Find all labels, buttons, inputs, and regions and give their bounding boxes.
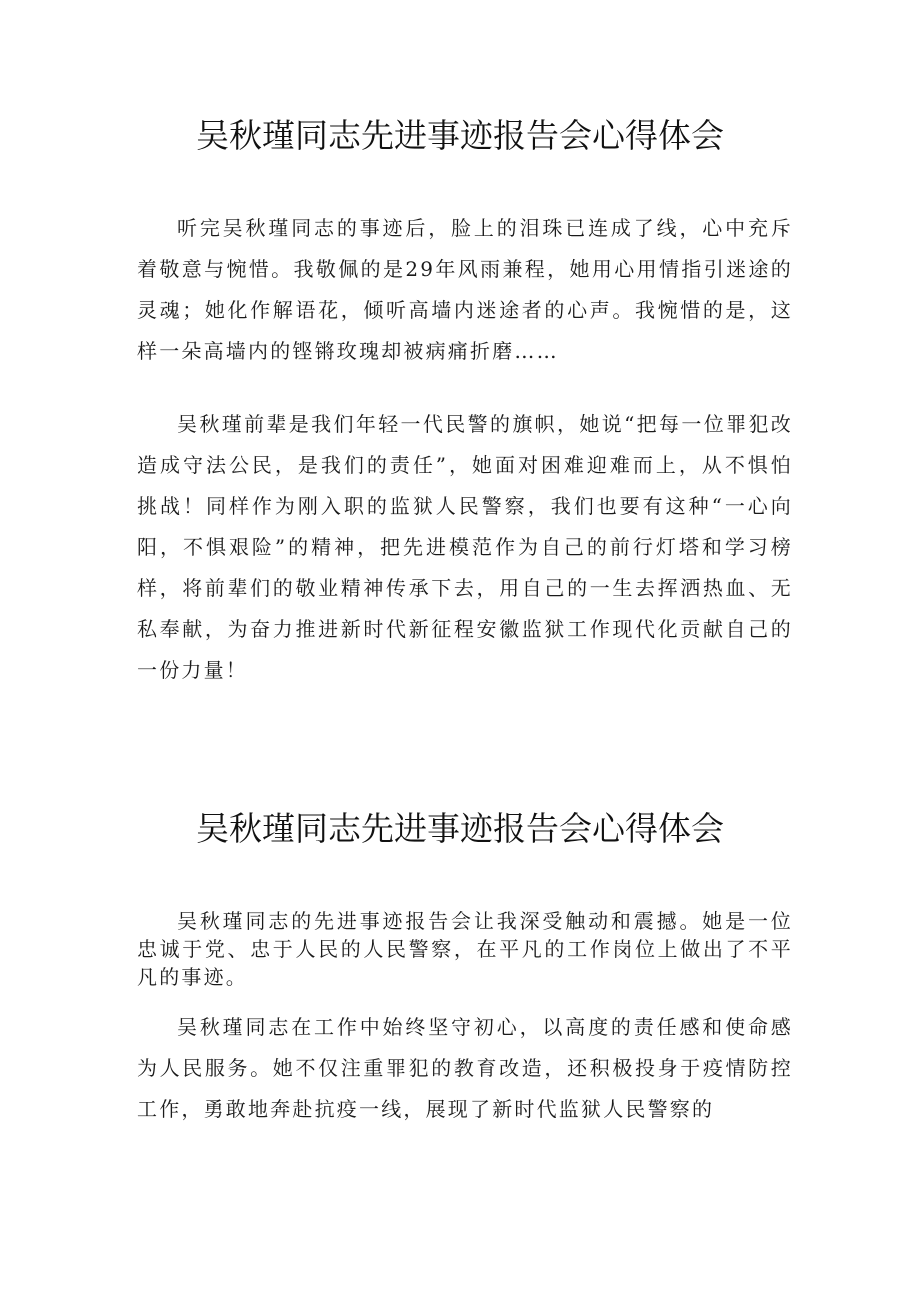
section-1-paragraph-1: 听完吴秋瑾同志的事迹后，脸上的泪珠已连成了线，心中充斥着敬意与惋惜。我敬佩的是29年风雨兼程，她用心用情指引迷途的灵魂；她化作解语花，倾听高墙内迷途者的心声。我惋惜的是，这样一朵高墙内的铿锵玫瑰却被病痛折磨…… [137,216,793,363]
section-2-title: 吴秋瑾同志先进事迹报告会心得体会 [196,809,724,848]
section-1-paragraph-2: 吴秋瑾前辈是我们年轻一代民警的旗帜，她说“把每一位罪犯改造成守法公民，是我们的责任”，她面对困难迎难而上，从不惧怕挑战！同样作为刚入职的监狱人民警察，我们也要有这种“一心向阳，不惧艰险”的精神，把先进模范作为自己的前行灯塔和学习榜样，将前辈们的敬业精神传承下去，用自己的一生去挥洒热血、无私奉献，为奋力推进新时代新征程安徽监狱工作现代化贡献自己的一份力量！ [137,412,793,682]
section-2-paragraph-1: 吴秋瑾同志的先进事迹报告会让我深受触动和震撼。她是一位忠诚于党、忠于人民的人民警察，在平凡的工作岗位上做出了不平凡的事迹。 [137,909,793,989]
section-2-paragraph-2: 吴秋瑾同志在工作中始终坚守初心，以高度的责任感和使命感为人民服务。她不仅注重罪犯的教育改造，还积极投身于疫情防控工作，勇敢地奔赴抗疫一线，展现了新时代监狱人民警察的 [137,1015,793,1121]
section-1-title: 吴秋瑾同志先进事迹报告会心得体会 [196,116,724,155]
